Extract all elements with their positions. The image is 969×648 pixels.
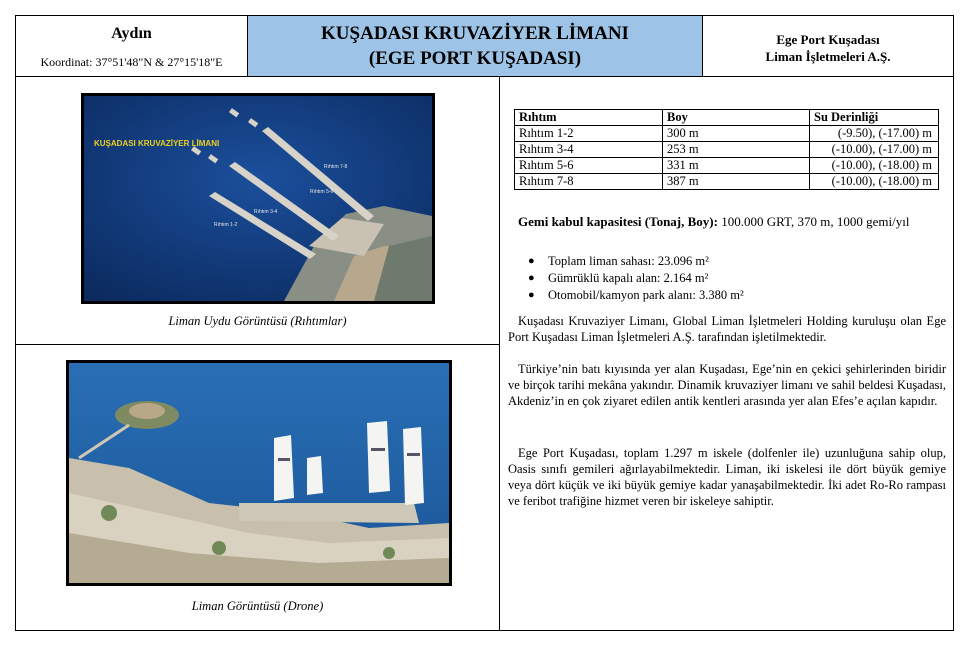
column-header-berth: Rıhtım xyxy=(515,110,663,126)
column-header-depth: Su Derinliği xyxy=(810,110,939,126)
pier-label-7-8: Rıhtım 7-8 xyxy=(324,164,348,170)
info-sheet xyxy=(15,15,954,631)
paragraph-capacity: Ege Port Kuşadası, toplam 1.297 m iskele (dolfenler ile) uzunluğuna sahip olup, Oasis sınıfı gemileri ağırlayabilmektedir. Liman, iki iskelesi ile dört büyük gemiye veya dört küçük ve iki büyük gemiye kadar yanaşabilmektedir. İki adet Ro-Ro rampası ve feribot trafiğine hizmet veren bir iskeleye sahiptir. xyxy=(508,446,946,508)
satellite-overlay-title: KUŞADASI KRUVAZİYER LİMANI xyxy=(94,139,220,148)
list-item xyxy=(514,253,744,270)
info-column xyxy=(500,77,953,630)
satellite-cell xyxy=(16,77,499,345)
location-cell xyxy=(16,16,248,76)
list-item xyxy=(514,287,744,304)
table-row xyxy=(515,142,939,158)
berth-cell: Rıhtım 5-6 xyxy=(515,158,663,174)
table-row xyxy=(515,126,939,142)
bullet-icon: ● xyxy=(528,289,535,301)
length-cell: 253 m xyxy=(663,142,810,158)
table-row xyxy=(515,158,939,174)
feature-list xyxy=(514,253,744,304)
satellite-caption: Liman Uydu Görüntüsü (Rıhtımlar) xyxy=(168,314,347,328)
pier-label-5-6: Rıhtım 5-6 xyxy=(310,189,334,195)
depth-cell: (-10.00), (-18.00) m xyxy=(810,174,939,190)
berth-table xyxy=(514,109,939,190)
page-subtitle: (EGE PORT KUŞADASI) xyxy=(368,48,582,69)
paragraph-operator: Kuşadası Kruvaziyer Limanı, Global Liman İşletmeleri Holding kuruluşu olan Ege Port Kuşadası Liman İşletmeleri A.Ş. tarafından işletilmektedir. xyxy=(508,314,946,344)
depth-cell: (-9.50), (-17.00) m xyxy=(810,126,939,142)
bullet-icon: ● xyxy=(528,255,535,267)
table-row xyxy=(515,174,939,190)
feature-text: Toplam liman sahası: 23.096 m² xyxy=(548,254,709,268)
capacity-label: Gemi kabul kapasitesi (Tonaj, Boy): xyxy=(518,214,718,229)
depth-cell: (-10.00), (-18.00) m xyxy=(810,158,939,174)
page-title: KUŞADASI KRUVAZİYER LİMANI xyxy=(321,23,629,44)
drone-caption: Liman Görüntüsü (Drone) xyxy=(191,599,324,613)
ship-capacity xyxy=(518,214,948,230)
drone-cell xyxy=(16,345,499,630)
pier-label-1-2: Rıhtım 1-2 xyxy=(214,222,238,228)
title-cell xyxy=(248,16,703,76)
length-cell: 300 m xyxy=(663,126,810,142)
berth-cell: Rıhtım 7-8 xyxy=(515,174,663,190)
bullet-icon: ● xyxy=(528,272,535,284)
drone-image xyxy=(66,360,452,586)
city-name: Aydın xyxy=(111,25,152,42)
feature-text: Gümrüklü kapalı alan: 2.164 m² xyxy=(548,271,709,285)
operator-name-line1: Ege Port Kuşadası xyxy=(776,32,880,47)
operator-cell xyxy=(703,16,953,76)
berth-cell: Rıhtım 1-2 xyxy=(515,126,663,142)
operator-name-line2: Liman İşletmeleri A.Ş. xyxy=(765,49,891,64)
depth-cell: (-10.00), (-17.00) m xyxy=(810,142,939,158)
table-header-row xyxy=(515,110,939,126)
berth-cell: Rıhtım 3-4 xyxy=(515,142,663,158)
pier-label-3-4: Rıhtım 3-4 xyxy=(254,209,278,215)
coordinates: Koordinat: 37°51'48"N & 27°15'18"E xyxy=(40,55,223,69)
capacity-value: 100.000 GRT, 370 m, 1000 gemi/yıl xyxy=(717,214,910,229)
paragraph-location: Türkiye’nin batı kıyısında yer alan Kuşadası, Ege’nin en çekici şehirlerinden biridir ve birçok tarihi mekâna yakındır. Dinamik kruvaziyer limanı ve sahil beldesi Kuşadası, Akdeniz’in en çok ziyaret edilen antik kentleri arasında yer alan Efes’e açılan kapıdır. xyxy=(508,362,946,408)
feature-text: Otomobil/kamyon park alanı: 3.380 m² xyxy=(548,288,744,302)
image-column xyxy=(16,77,500,630)
length-cell: 387 m xyxy=(663,174,810,190)
column-header-length: Boy xyxy=(663,110,810,126)
list-item xyxy=(514,270,744,287)
length-cell: 331 m xyxy=(663,158,810,174)
satellite-image xyxy=(81,93,435,304)
header xyxy=(16,16,953,77)
